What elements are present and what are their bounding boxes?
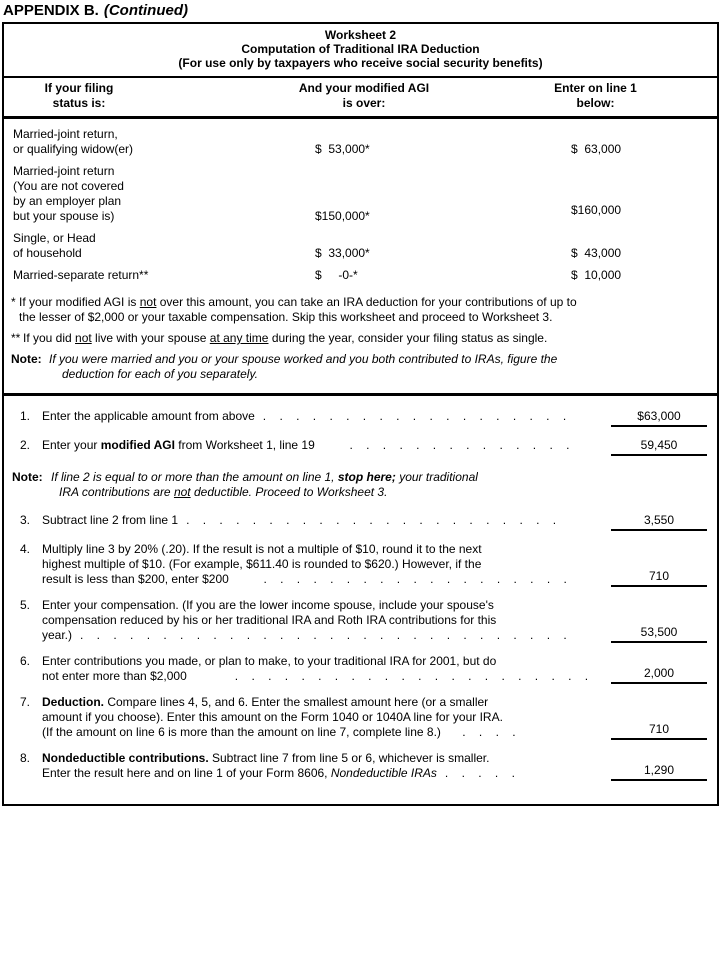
text-line — [42, 572, 594, 587]
filing-status-line: Single, or Head — [13, 231, 96, 245]
footnotes — [4, 295, 717, 391]
text-segment: Enter your — [42, 438, 101, 452]
text-line — [42, 695, 594, 710]
modified-agi-cell: $ 33,000* — [315, 246, 370, 260]
text-segment: during the year, consider your filing status as single. — [268, 331, 548, 345]
modified-agi-cell: $150,000* — [315, 209, 370, 223]
table-row — [4, 127, 717, 157]
text-line — [42, 710, 594, 725]
text-segment: Enter the applicable amount from above — [42, 409, 255, 423]
text-segment: over this amount, you can take an IRA deduction for your contributions of up to — [156, 295, 577, 309]
worksheet-title-line2: Computation of Traditional IRA Deduction — [241, 42, 480, 56]
worksheet-line — [20, 409, 707, 427]
text-segment: result is less than $200, enter $200 — [42, 572, 229, 586]
text-line — [19, 295, 709, 310]
line-text — [42, 695, 594, 740]
text-segment: stop here; — [337, 470, 396, 484]
filing-status-line: Married-separate return** — [13, 268, 149, 282]
modified-agi-cell: $ 53,000* — [315, 142, 370, 156]
text-segment-wrap — [42, 725, 441, 740]
footnote-text — [49, 352, 709, 382]
leader-dots: . . . . . . . . . . . . . . . . . . . — [236, 572, 567, 586]
worksheet-line — [20, 438, 707, 456]
text-segment: Enter the result here and on line 1 of your Form 8606, — [42, 766, 331, 780]
amount-field: 3,550 — [611, 513, 707, 531]
text-segment-wrap — [42, 669, 187, 684]
column-headers — [4, 78, 717, 119]
footnote-marker: Note: — [11, 352, 42, 366]
line-number: 7. — [20, 695, 31, 709]
leader-dots: . . . . — [448, 725, 516, 739]
text-line — [42, 654, 594, 669]
text-segment: the lesser of $2,000 or your taxable compensation. Skip this worksheet and proceed to Worksheet 3. — [19, 310, 553, 324]
text-segment: from Worksheet 1, line 19 — [174, 438, 315, 452]
line-text — [42, 438, 594, 456]
note-text — [51, 470, 478, 500]
text-line — [42, 725, 594, 740]
text-line — [42, 513, 594, 528]
text-segment: If your modified AGI is — [19, 295, 140, 309]
line-text — [42, 542, 594, 587]
worksheet-title — [4, 24, 717, 78]
line-text — [42, 409, 594, 427]
text-line — [51, 485, 478, 500]
amount-field: 2,000 — [611, 666, 707, 684]
text-segment-wrap — [42, 513, 178, 528]
text-segment-wrap — [42, 438, 315, 453]
line-number: 4. — [20, 542, 31, 556]
worksheet-line — [20, 598, 707, 643]
line-text — [42, 598, 594, 643]
enter-on-line1-cell: $160,000 — [571, 203, 622, 217]
text-segment-wrap — [42, 628, 72, 643]
text-segment: live with your spouse — [91, 331, 210, 345]
filing-status-line: of household — [13, 246, 82, 260]
leader-dots: . . . . . . . . . . . . . . . . . . . . . . . — [186, 513, 557, 527]
text-segment: IRA contributions are — [59, 485, 174, 499]
text-segment: amount if you choose). Enter this amount on the Form 1040 or 1040A line for your IRA. — [42, 710, 503, 724]
text-line — [49, 352, 709, 367]
text-segment: year.) — [42, 628, 73, 642]
text-line — [42, 542, 594, 557]
text-segment: Subtract line 7 from line 5 or 6, whichever is smaller. — [208, 751, 490, 765]
text-segment: compensation reduced by his or her traditional IRA and Roth IRA contributions for this — [42, 613, 497, 627]
worksheet-line — [20, 542, 707, 587]
leader-dots: . . . . . . . . . . . . . . — [322, 438, 570, 452]
text-segment: Subtract line 2 from line 1 — [42, 513, 179, 527]
text-segment: Compare lines 4, 5, and 6. Enter the smallest amount here (or a smaller — [104, 695, 489, 709]
text-line — [23, 331, 709, 346]
amount-field: 710 — [611, 722, 707, 740]
footnote-marker: * — [11, 295, 16, 309]
enter-on-line1-cell: $ 63,000 — [571, 142, 622, 156]
text-segment: Enter your compensation. (If you are the lower income spouse, include your spouse's — [42, 598, 494, 612]
line-number: 5. — [20, 598, 31, 612]
text-segment: Deduction. — [42, 695, 104, 709]
footnote-marker: ** — [11, 331, 21, 345]
amount-field: $63,000 — [611, 409, 707, 427]
text-segment: If line 2 is equal to or more than the amount on line 1, — [51, 470, 338, 484]
text-segment: Nondeductible contributions. — [42, 751, 209, 765]
line-number: 3. — [20, 513, 31, 527]
text-segment-wrap — [42, 572, 229, 587]
text-segment: not — [75, 331, 92, 345]
worksheet-title-line3: (For use only by taxpayers who receive social security benefits) — [178, 56, 543, 70]
text-line — [42, 669, 594, 684]
worksheet-line — [20, 751, 707, 781]
text-segment: highest multiple of $10. (For example, $611.40 is rounded to $620.) However, if the — [42, 557, 482, 571]
worksheet-line — [20, 654, 707, 684]
text-line — [42, 598, 594, 613]
filing-status-line: by an employer plan — [13, 194, 122, 208]
text-segment: (If the amount on line 6 is more than the amount on line 7, complete line 8.) — [42, 725, 441, 739]
filing-status-cell — [4, 127, 305, 157]
appendix-label: APPENDIX B. — [3, 2, 99, 19]
leader-dots: . . . . . — [444, 766, 515, 780]
footnote — [11, 352, 709, 382]
leader-dots: . . . . . . . . . . . . . . . . . . . . . . — [194, 669, 589, 683]
line-text — [42, 654, 594, 684]
filing-status-line: but your spouse is) — [13, 209, 115, 223]
text-segment: not enter more than $2,000 — [42, 669, 187, 683]
column-header-modified-agi: And your modified AGI is over: — [298, 81, 430, 110]
worksheet-line — [20, 695, 707, 740]
line-text — [42, 513, 594, 531]
text-line — [42, 557, 594, 572]
line-number: 6. — [20, 654, 31, 668]
note-marker: Note: — [12, 470, 43, 484]
table-row — [4, 164, 717, 224]
footnote-text — [23, 331, 709, 346]
line-text — [42, 751, 594, 781]
text-segment: Multiply line 3 by 20% (.20). If the result is not a multiple of $10, round it to the next — [42, 542, 482, 556]
filing-status-table — [4, 119, 717, 396]
text-segment: modified AGI — [100, 438, 175, 452]
line-number: 1. — [20, 409, 31, 423]
line-number: 8. — [20, 751, 31, 765]
modified-agi-cell: $ -0-* — [315, 268, 358, 282]
text-line — [51, 470, 478, 485]
footnote-text — [19, 295, 709, 325]
text-line — [42, 628, 594, 643]
text-line — [42, 438, 594, 453]
text-segment: Enter contributions you made, or plan to make, to your traditional IRA for 2001, but do — [42, 654, 497, 668]
text-segment: Nondeductible IRAs — [330, 766, 437, 780]
filing-status-line: Married-joint return — [13, 164, 115, 178]
footnote — [11, 295, 709, 325]
amount-field: 53,500 — [611, 625, 707, 643]
worksheet-note — [12, 470, 707, 500]
enter-on-line1-cell: $ 10,000 — [571, 268, 622, 282]
continued-label: (Continued) — [103, 2, 188, 19]
column-header-filing-status: If your filing status is: — [44, 81, 114, 110]
worksheet-box — [2, 22, 719, 806]
page-title — [0, 0, 721, 22]
line-number: 2. — [20, 438, 31, 452]
table-row — [4, 268, 717, 283]
worksheet-lines — [4, 396, 717, 804]
filing-status-cell — [4, 164, 305, 224]
text-line — [42, 613, 594, 628]
amount-field: 710 — [611, 569, 707, 587]
filing-status-line: or qualifying widow(er) — [13, 142, 134, 156]
filing-status-cell — [4, 231, 305, 261]
filing-status-cell — [4, 268, 305, 283]
worksheet-title-line1: Worksheet 2 — [324, 28, 397, 42]
text-segment: If you did — [23, 331, 76, 345]
leader-dots: . . . . . . . . . . . . . . . . . . . — [262, 409, 567, 423]
filing-status-line: Married-joint return, — [13, 127, 118, 141]
text-segment: If you were married and you or your spouse worked and you both contributed to IRAs, figure the — [49, 352, 558, 366]
text-line — [42, 766, 594, 781]
text-segment: deductible. Proceed to Worksheet 3. — [190, 485, 388, 499]
text-segment: not — [139, 295, 157, 309]
leader-dots: . . . . . . . . . . . . . . . . . . . . . . . . . . . . . . — [80, 628, 567, 642]
text-segment: at any time — [209, 331, 269, 345]
footnote — [11, 331, 709, 346]
column-header-enter-on-line1: Enter on line 1 below: — [554, 81, 637, 110]
amount-field: 59,450 — [611, 438, 707, 456]
text-segment: deduction for each of you separately. — [62, 367, 258, 381]
text-line — [42, 409, 594, 424]
text-segment: not — [173, 485, 191, 499]
text-line — [42, 751, 594, 766]
text-segment: your traditional — [395, 470, 478, 484]
text-line — [49, 367, 709, 382]
filing-table-rows — [4, 127, 717, 283]
text-segment-wrap — [42, 766, 437, 781]
text-segment-wrap — [42, 409, 255, 424]
table-row — [4, 231, 717, 261]
worksheet-line — [20, 513, 707, 531]
text-line — [19, 310, 709, 325]
enter-on-line1-cell: $ 43,000 — [571, 246, 622, 260]
amount-field: 1,290 — [611, 763, 707, 781]
filing-status-line: (You are not covered — [13, 179, 124, 193]
